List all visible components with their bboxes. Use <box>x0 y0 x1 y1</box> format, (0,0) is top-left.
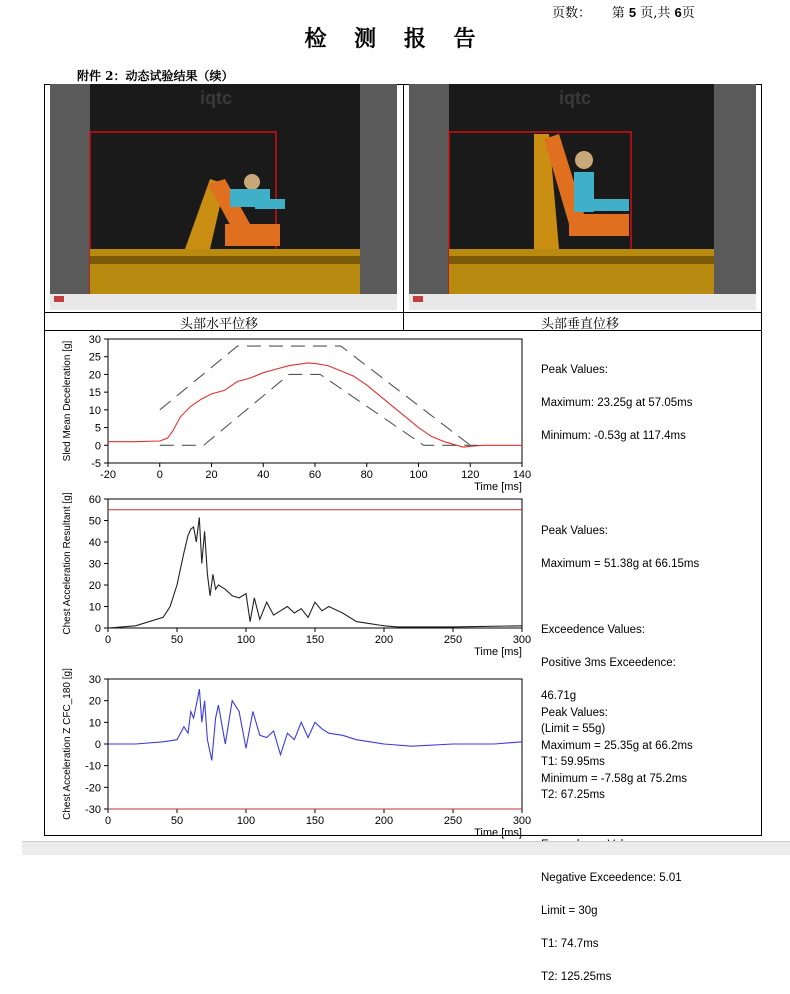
exceed-line: T1: 59.95ms <box>541 756 605 768</box>
page-number <box>552 2 695 21</box>
page-label: 页数： <box>552 6 592 21</box>
y-axis-label: Sled Mean Deceleration [g] <box>62 340 73 462</box>
dummy-head <box>244 174 260 190</box>
y-tick-label: 0 <box>94 739 101 751</box>
page-text-a: 第 <box>611 6 625 21</box>
x-tick-label: 50 <box>170 634 184 646</box>
y-axis-label: Chest Acceleration Z CFC_180 [g] <box>62 668 73 820</box>
x-tick-label: 60 <box>308 469 322 481</box>
peak-line: Maximum: 23.25g at 57.05ms <box>541 397 693 409</box>
x-tick-label: 150 <box>305 815 325 827</box>
y-tick-label: 15 <box>88 387 101 400</box>
y-tick-label: -30 <box>85 804 101 816</box>
photo-caption-vertical: 头部垂直位移 <box>541 317 620 332</box>
report-title: 检 测 报 告 <box>304 26 486 52</box>
table-rule <box>44 330 761 331</box>
head-horizontal-photo <box>50 84 397 310</box>
exceed-line: (Limit = 55g) <box>541 723 606 735</box>
x-tick-label: 250 <box>443 634 463 646</box>
y-tick-label: 20 <box>88 369 101 382</box>
x-tick-label: 150 <box>305 634 325 646</box>
y-tick-label: 10 <box>88 601 101 614</box>
x-tick-label: 0 <box>156 469 163 481</box>
x-tick-label: 200 <box>374 815 394 827</box>
peak-line: Minimum: -0.53g at 117.4ms <box>541 430 686 442</box>
viewer-scrollbar[interactable] <box>22 841 790 855</box>
exceed-line: Positive 3ms Exceedence: <box>541 657 676 669</box>
x-tick-label: 250 <box>443 815 463 827</box>
exceed-line: T1: 74.7ms <box>541 938 599 950</box>
exceed-line: T2: 125.25ms <box>541 971 612 983</box>
dummy-head <box>575 151 593 169</box>
peak-line: Maximum = 25.35g at 66.2ms <box>541 740 693 752</box>
y-tick-label: 20 <box>88 580 101 592</box>
exceed-title: Exceedence Values: <box>541 624 645 636</box>
x-tick-label: 300 <box>512 634 532 646</box>
peak-title: Peak Values: <box>541 525 608 537</box>
appendix-subtitle: 附件 2：动态试验结果（续） <box>77 69 234 83</box>
peak-title: Peak Values: <box>541 707 608 719</box>
photo-logo: iqtc <box>559 88 592 108</box>
x-axis-label: Time [ms] <box>474 827 522 839</box>
table-divider <box>403 84 404 330</box>
y-tick-label: 0 <box>94 623 101 635</box>
x-tick-label: -20 <box>100 469 116 481</box>
exceed-line: Negative Exceedence: 5.01 <box>541 872 682 884</box>
chest-resultant-chart <box>58 492 532 658</box>
x-tick-label: 20 <box>205 469 218 481</box>
x-tick-label: 0 <box>104 815 112 827</box>
x-tick-label: 50 <box>170 815 184 827</box>
y-tick-label: 50 <box>88 515 101 528</box>
photo-logo: iqtc <box>200 88 233 108</box>
x-tick-label: 100 <box>236 815 256 827</box>
y-tick-label: 30 <box>88 334 101 346</box>
y-tick-label: 10 <box>88 404 101 417</box>
y-axis-label: Chest Acceleration Resultant [g] <box>62 492 73 635</box>
head-vertical-photo <box>409 84 756 310</box>
table-rule <box>44 312 761 313</box>
x-tick-label: 200 <box>374 634 394 646</box>
exceed-line: Limit = 30g <box>541 905 598 917</box>
peak-title: Peak Values: <box>541 364 608 376</box>
x-tick-label: 100 <box>236 634 256 646</box>
page-text-b: 页,共 <box>640 6 671 21</box>
y-tick-label: 0 <box>94 440 101 453</box>
peak-line: Maximum = 51.38g at 66.15ms <box>541 558 700 570</box>
plot-area <box>108 499 522 628</box>
y-tick-label: 5 <box>94 422 101 435</box>
y-tick-label: 25 <box>88 351 101 364</box>
x-axis-label: Time [ms] <box>474 646 522 658</box>
page-current: 5 <box>628 5 637 20</box>
page-text-c: 页 <box>681 6 695 21</box>
x-tick-label: 80 <box>360 469 373 481</box>
y-tick-label: 30 <box>88 558 101 571</box>
chest-z-chart <box>58 668 532 839</box>
sled-deceleration-chart <box>58 333 532 493</box>
y-tick-label: 60 <box>88 494 101 506</box>
x-tick-label: 40 <box>257 469 270 481</box>
exceed-line: T2: 67.25ms <box>541 789 605 801</box>
peak-values-sled <box>541 343 693 453</box>
exceed-line: 46.71g <box>541 690 577 702</box>
y-tick-label: 20 <box>88 695 101 708</box>
y-tick-label: -10 <box>85 760 101 773</box>
x-tick-label: 300 <box>512 815 532 827</box>
x-tick-label: 140 <box>512 469 532 481</box>
peak-line: Minimum = -7.58g at 75.2ms <box>541 773 688 785</box>
y-tick-label: 10 <box>88 717 101 730</box>
y-tick-label: -5 <box>91 458 101 470</box>
x-axis-label: Time [ms] <box>474 481 522 493</box>
x-tick-label: 100 <box>409 469 428 481</box>
y-tick-label: 30 <box>88 674 101 686</box>
x-tick-label: 0 <box>104 634 112 646</box>
page-total: 6 <box>674 5 682 20</box>
y-tick-label: -20 <box>85 782 101 795</box>
photo-caption-horizontal: 头部水平位移 <box>180 317 259 332</box>
peak-values-chest-z <box>541 686 693 994</box>
x-tick-label: 120 <box>461 469 480 481</box>
y-tick-label: 40 <box>88 537 101 549</box>
